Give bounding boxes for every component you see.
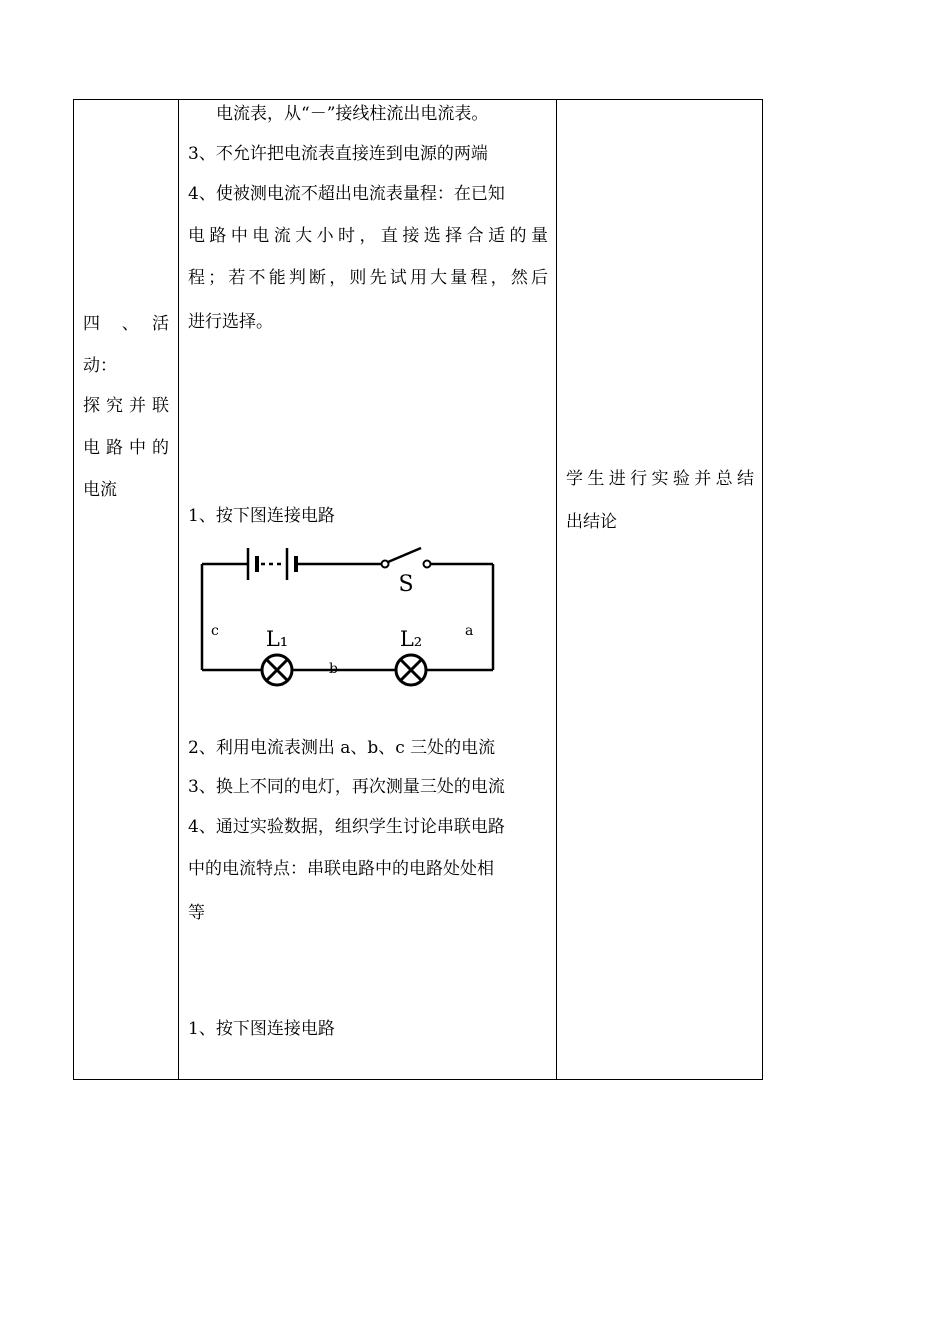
lesson-table [73,99,763,1080]
content-line: 2、利用电流表测出 a、b、c 三处的电流 [188,738,496,758]
activity-title-line: 电流 [83,480,117,500]
switch-contact [424,561,431,568]
lamp1-label: L₁ [265,627,289,651]
lamp2-label: L₂ [399,627,423,651]
step-connect-circuit: 1、按下图连接电路 [188,506,335,526]
activity-title-line: 四 、 活 [83,314,169,334]
content-line: 4、使被测电流不超出电流表量程：在已知 [188,184,505,204]
step-connect-circuit-2: 1、按下图连接电路 [188,1019,335,1039]
activity-cell [74,100,178,1079]
content-line: 4、通过实验数据，组织学生讨论串联电路 [188,817,505,837]
content-line: 进行选择。 [188,312,273,332]
student-activity-line: 出结论 [566,512,617,532]
series-circuit-diagram [189,538,509,690]
content-line: 3、不允许把电流表直接连到电源的两端 [188,144,488,164]
point-c-label: c [211,623,219,639]
activity-title-line: 动： [83,356,117,376]
content-line: 程；若不能判断，则先试用大量程，然后 [188,268,548,288]
point-a-label: a [465,623,474,639]
switch-contact [382,561,389,568]
content-line: 3、换上不同的电灯，再次测量三处的电流 [188,777,505,797]
student-activity-line: 学生进行实验并总结 [566,469,754,489]
student-activity-cell [557,100,762,1079]
switch-label: S [398,572,414,597]
content-cell [179,100,556,1079]
content-line: 等 [188,903,205,923]
point-b-label: b [329,661,338,677]
content-line: 电流表，从“－”接线柱流出电流表。 [216,104,489,124]
content-line: 中的电流特点：串联电路中的电路处处相 [188,859,494,879]
switch-lever [388,548,421,562]
activity-title-line: 电路中的 [83,438,169,458]
activity-title-line: 探究并联 [83,396,169,416]
content-line: 电路中电流大小时，直接选择合适的量 [188,226,548,246]
